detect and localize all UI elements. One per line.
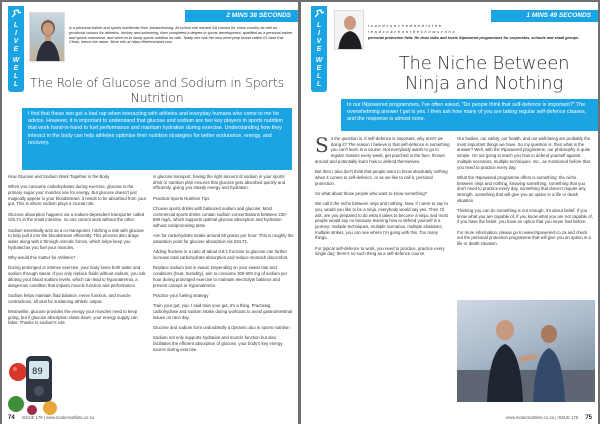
- paragraph: But then I also don't think that people want to know absolutely nothing when it comes to self-defence, or as we like to call it, personal protection.: [315, 169, 448, 186]
- paragraph: During prolonged or intense exercise, your body loses both water and sodium through sweat. If you only replace fluids without sodium, you risk diluting your blood sodium levels, which can lead to hyponatremia, a dangerous condition that impairs muscle function and performance.: [8, 265, 146, 288]
- section-label-letter: I: [318, 30, 320, 37]
- paragraph: Glucose absorption happens via a sodium-dependent transporter called SGLT1 in the small intestine, so one cannot work without the other.: [8, 211, 145, 223]
- footer-text: www.modernathlete.co.za | ISSUE 178: [506, 415, 579, 420]
- page-number: 75: [585, 415, 592, 421]
- paragraph: How Glucose and Sodium Work Together in the Body: [8, 174, 110, 179]
- section-label-letter: L: [316, 22, 322, 29]
- paragraph: So what about those people who want to know something?: [315, 190, 428, 196]
- section-label-letter: L: [13, 22, 19, 29]
- intro-box: In our INpowered programmes, I've often asked, "Do people think that self-defence is important?" The overwhelming answer I get is yes. I then ask how many of you are taking regular self-defence classes, and the response is almost none.: [341, 99, 598, 131]
- section-label-letter: V: [13, 38, 19, 45]
- paragraph: Sodium not only supports hydration and muscle function but also facilitates the efficient absorption of glucose, your body's key energy source during exercise.: [153, 335, 283, 352]
- bio-line-2: l e a d c o a c h o n t h e s h o w s c o n s: [368, 30, 455, 34]
- paragraph: Thinking you can do something is not enough; it's about belief. If you know what you are capable of, if you know what you are not capable of, if you have the belief, you have an option that you never had before.: [457, 207, 593, 225]
- bio-line-1: i s a n d c o a c h e d a n d i s t h e: [368, 24, 442, 28]
- paragraph: in glucose transport, having the right amount of sodium in your sports drink or nutrition plan ensures that glucose gets absorbed quickly and efficiently, giving you steady energy and hydration.: [153, 174, 286, 191]
- paragraph: For more information, please go to www.INpowered.co.za and check out the personal protection programme that will give you an option in a life or death situation.: [457, 229, 591, 247]
- reading-time: 1 MINS 49 SECONDS: [491, 10, 598, 22]
- author-portrait-icon: [30, 13, 65, 62]
- section-label-letter: V: [316, 38, 322, 45]
- column-2: [457, 136, 593, 251]
- author-portrait-icon: [335, 11, 364, 50]
- column-1: [315, 133, 451, 262]
- paragraph: For typical self-defence to work, you need to practice, practice every single day; there's no such thing as a self-defence course.: [315, 245, 445, 257]
- author-bio: is a personal trainer and sports nutritionist from Johannesburg. At school she earned SA colours for cross country as well as provincial colours for athletics, hockey and swimming, then completed a degree in sports development, qualified as a personal trainer and sports masseuse, and went on to study sports nutrition as well. Today she has her own meal prep brand called GI Jane Eat-Clean, hence the name. More info at https://thefreshstart.com: [69, 26, 293, 45]
- paragraph: Aim for carbohydrate intake around 60 grams per hour: This is roughly the saturation point for glucose absorption via SGLT1.: [153, 233, 294, 245]
- author-photo: [29, 12, 65, 62]
- paragraph: Sodium helps maintain fluid balance, nerve function, and muscle contractions, all vital for sustaining athletic output.: [8, 292, 131, 304]
- section-label-letter: W: [315, 57, 323, 64]
- article-title: The Role of Glucose and Sodium in Sports Nutrition: [30, 75, 284, 105]
- section-label-letter: L: [13, 81, 19, 88]
- paragraph: What the INpowered programme offers is something: the niche between ninja and nothing, knowing something, something that you don't need to practice every day, something that doesn't require any strength, something that will give you an option in a life or death situation.: [457, 174, 586, 203]
- section-label-letter: W: [12, 57, 20, 64]
- paragraph: Meanwhile, glucose provides the energy your muscles need to keep going, but if glucose absorption slows down, your energy supply can falter. Thanks to sodium's role: [8, 308, 138, 326]
- paragraph: Our bodies, our safety, our health, and our well-being are probably the most important things we have. So my question is, then what is the answer? Well, with the INpowered programme, our philosophy is quite simple: I'm not going to teach you how to defend yourself against multiple scenarios, multiple techniques, etc., as mentioned before that you need to practice every day.: [457, 136, 591, 170]
- paragraph: Adding fructose in a ratio of about 0.8:1 fructose to glucose can further increase total carbohydrate absorption and reduce stomach discomfort.: [153, 249, 289, 261]
- footer-text: ISSUE 178 | www.modernathlete.co.za: [21, 415, 94, 420]
- paragraph: [315, 133, 451, 165]
- column-2: [153, 174, 294, 357]
- paragraph: Glucose and sodium form undoubtedly a dynamic duo in sports nutrition: [153, 324, 290, 330]
- reading-time: 2 MINS 38 SECONDS: [185, 10, 298, 22]
- paragraph: When you consume carbohydrates during exercise, glucose is the primary sugar your muscles use for energy. But glucose doesn't just magically appear in your bloodstream: it needs to be absorbed from your gut. This is where sodium plays a crucial role.: [8, 184, 147, 207]
- section-label: [311, 22, 327, 89]
- section-label-letter: I: [15, 30, 17, 37]
- section-label-letter: L: [316, 73, 322, 80]
- paragraph-text: o the question is, if self-defence is important, why aren't we doing it? The reason I believe is that self-defence is something you can't learn in a course. Not everybody wants to go to regular classes every week, get punched in the face, thrown around and potentially learn how to defend themselves.: [315, 136, 450, 164]
- glucose-meter-icon: [6, 348, 62, 416]
- runner-logo-icon: [313, 9, 325, 19]
- section-label-letter: E: [13, 65, 19, 72]
- author-bio: personal protection field. He does talks and hosts INpowered programmes for corporates, schools and small groups.: [368, 36, 580, 40]
- paragraph: Sodium essentially acts as a co-transporter, hitching a ride with glucose to help pull it into the bloodstream efficiently. This process also drags water along with it through osmotic forces, which helps keep you hydrated as you fuel your muscles.: [8, 227, 144, 250]
- left-footer: [8, 415, 94, 421]
- section-label-letter: E: [316, 46, 322, 53]
- paragraph: Train your gut; yup, I said train your gut, it's a thing. Practising carbohydrate and sodium intake during workouts to avoid gastrointestinal issues on race day.: [153, 303, 293, 320]
- training-scene-icon: [457, 300, 595, 402]
- svg-text:89: 89: [32, 367, 43, 377]
- paragraph: Replace sodium lost in sweat: Depending on your sweat rate and conditions (heat, humidity), aim to consume 300-600 mg of sodium per hour during prolonged exercise to maintain electrolyte balance and prevent cramps or hyponatremia.: [153, 265, 288, 288]
- promo-photo: [457, 300, 595, 402]
- section-label-letter: L: [316, 81, 322, 88]
- section-label-letter: E: [13, 46, 19, 53]
- column-1: [8, 174, 147, 331]
- section-tab: [311, 6, 327, 92]
- paragraph: We call it the niche between ninja and nothing. Now, if I were to say to you, would you like to be a ninja, everybody would say yes. Then I'd ask, are you prepared to do what it takes to become a ninja, and most people would say no because learning how to defend yourself is a journey: multiple techniques, multiple scenarios, multiple situations, multiple strikes, you can see where I'm going with this. Too many things.: [315, 201, 448, 241]
- drop-cap: S: [315, 133, 329, 157]
- paragraph: Why would this matter for Athletes?: [8, 255, 76, 261]
- paragraph: Practical Sports Nutrition Tips: [153, 195, 210, 201]
- runner-logo-icon: [10, 9, 22, 19]
- paragraph: Choose sports drinks with balanced sodium and glucose: Most commercial sports drinks contain sodium concentrations between 230-690 mg/L, which supports optimal glucose absorption and hydration without compromising taste.: [153, 206, 287, 229]
- author-photo: [334, 10, 364, 50]
- section-label-letter: L: [13, 73, 19, 80]
- glucose-meter-image: [6, 348, 62, 416]
- page-number: 74: [8, 415, 15, 421]
- article-title: The Niche Between Ninja and Nothing: [398, 53, 570, 94]
- right-footer: [506, 415, 592, 421]
- intro-box: I find that these two get a bad rap when interacting with athletes and everyday humans who come to me for advice. However, it is important to understand that glucose and sodium are two key players in sports nutrition that work hand-in-hand to fuel performance and maintain hydration during exercise. Understanding how they interact in the body can help athletes optimise their nutrition strategies for better endurance, energy, and recovery.: [22, 108, 292, 170]
- left-page: [2, 2, 298, 424]
- section-label-letter: E: [316, 65, 322, 72]
- right-page: [301, 2, 598, 424]
- paragraph: Practice your fueling strategy: [153, 292, 209, 298]
